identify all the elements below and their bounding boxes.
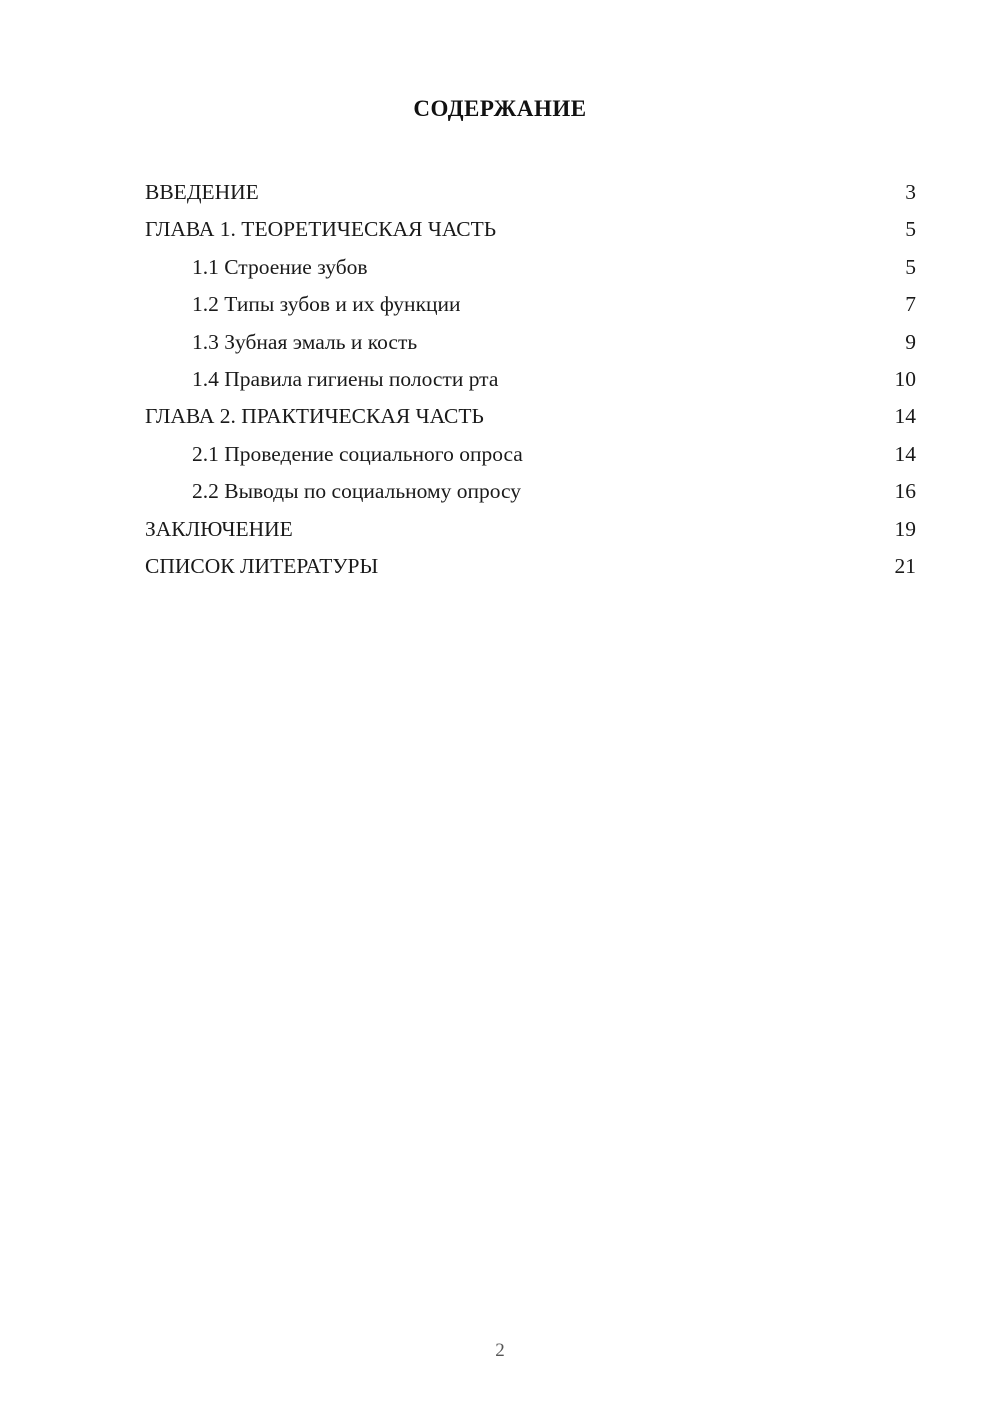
toc-entry-label: 1.4 Правила гигиены полости рта (192, 367, 499, 392)
toc-entry-page: 10 (894, 367, 916, 392)
toc-entry-label: 1.3 Зубная эмаль и кость (192, 329, 418, 354)
toc-entry-page: 5 (905, 217, 916, 242)
toc-entry (145, 286, 916, 323)
toc-entry-label: 1.2 Типы зубов и их функции (192, 292, 461, 317)
toc-entry (145, 361, 916, 398)
toc-entry (145, 174, 916, 211)
toc-entry (145, 436, 916, 473)
toc-entry (145, 473, 916, 510)
toc-entry (145, 249, 916, 286)
toc-entry-page: 9 (905, 329, 916, 354)
toc-entry-page: 14 (894, 441, 916, 466)
toc-entry-page: 19 (894, 516, 916, 541)
toc-entry-label: ВВЕДЕНИЕ (145, 180, 259, 204)
toc-entry-label: 2.2 Выводы по социальному опросу (192, 479, 522, 504)
toc-entry-page: 21 (894, 554, 916, 579)
toc-entry-label: ГЛАВА 2. ПРАКТИЧЕСКАЯ ЧАСТЬ (145, 404, 484, 429)
toc-entry-page: 5 (905, 254, 916, 279)
toc-entry-page: 14 (894, 404, 916, 429)
toc-entry (145, 548, 916, 585)
toc-entry-page: 16 (894, 479, 916, 504)
toc-entry-label: СПИСОК ЛИТЕРАТУРЫ (145, 554, 379, 579)
footer-page-number: 2 (495, 1340, 505, 1361)
page-title: СОДЕРЖАНИЕ (413, 96, 587, 121)
toc-entry (145, 324, 916, 361)
toc-entry-label: 1.1 Строение зубов (192, 254, 368, 279)
toc-entry-label: ГЛАВА 1. ТЕОРЕТИЧЕСКАЯ ЧАСТЬ (145, 217, 497, 242)
toc-entry-label: ЗАКЛЮЧЕНИЕ (145, 516, 293, 541)
toc-entry (145, 211, 916, 248)
toc-entry (145, 398, 916, 435)
toc-entry (145, 511, 916, 548)
toc-entry-page: 7 (905, 292, 916, 317)
table-of-contents (145, 174, 916, 585)
toc-entry-label: 2.1 Проведение социального опроса (192, 441, 523, 466)
toc-entry-page: 3 (905, 180, 916, 204)
